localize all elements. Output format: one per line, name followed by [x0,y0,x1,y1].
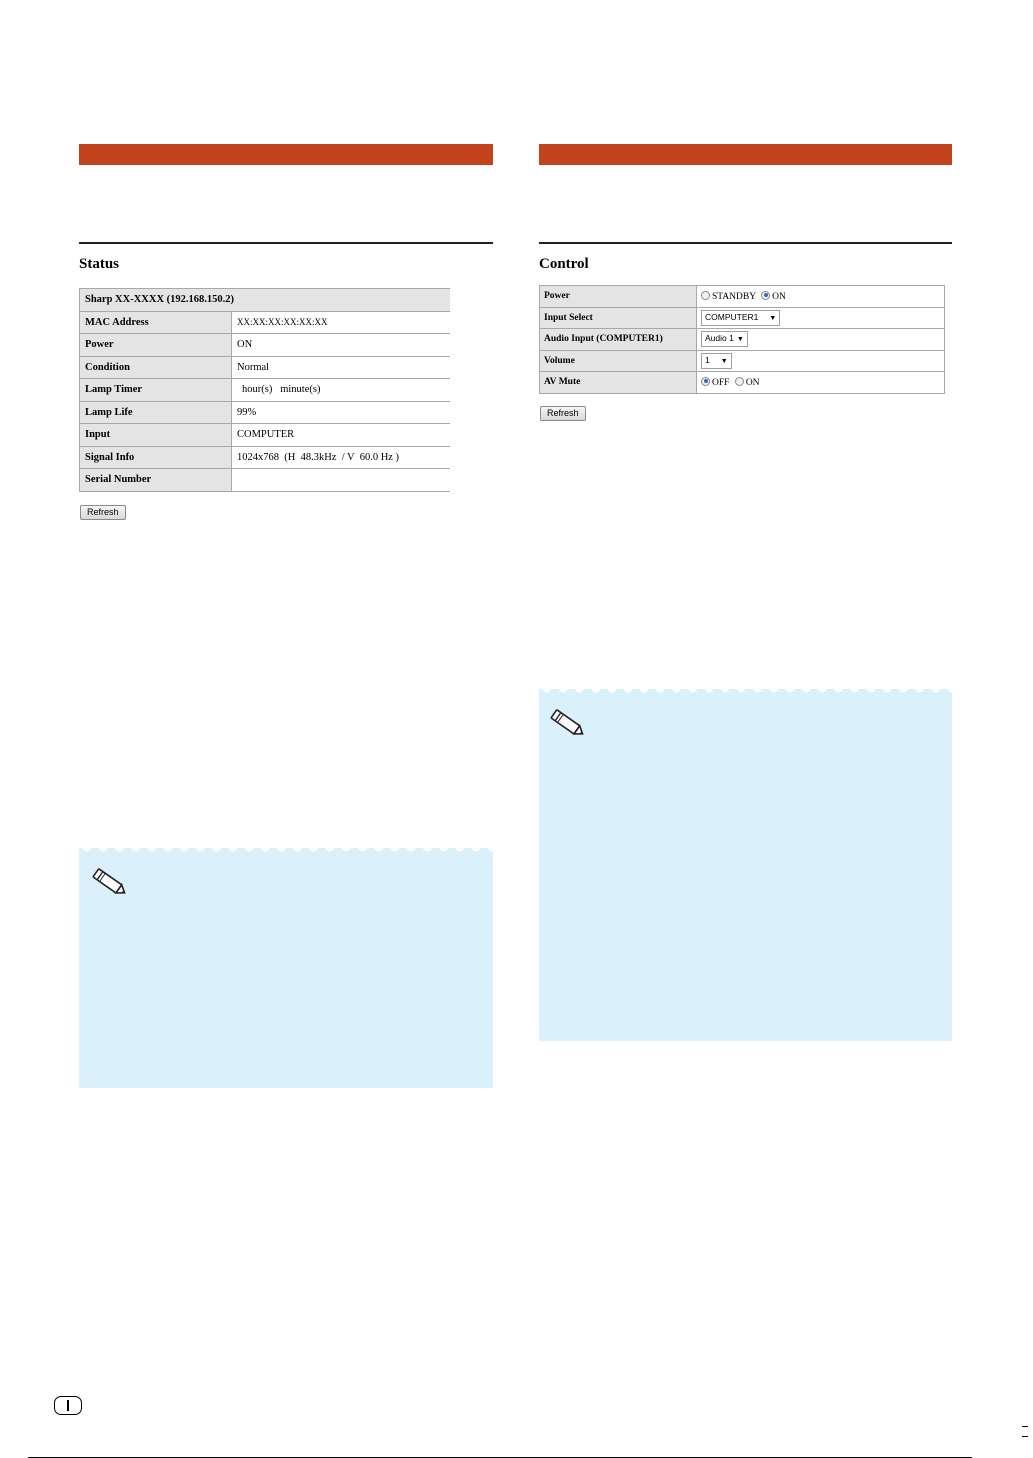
volume-dropdown[interactable] [701,353,732,369]
row-label: Input Select [540,307,697,329]
scallop-dot [721,684,730,693]
pencil-note-icon [89,866,129,898]
table-row [540,286,945,308]
scallop-dot [559,684,568,693]
control-refresh-button[interactable]: Refresh [540,406,586,421]
table-row [80,311,451,334]
row-label: Volume [540,350,697,372]
scallop-dot [818,684,827,693]
scallop-dot [358,843,367,852]
status-refresh-button[interactable]: Refresh [80,505,126,520]
scallop-dot [180,843,189,852]
scallop-dot [834,684,843,693]
control-table [539,285,945,394]
chevron-down-icon: ▼ [769,314,777,322]
row-label: Signal Info [80,446,232,469]
scallop-dot [899,684,908,693]
table-row [80,334,451,357]
scallop-dot [261,843,270,852]
scallop-dot [543,684,552,693]
scallop-dot [423,843,432,852]
table-row [540,307,945,329]
pencil-note-icon [547,707,587,739]
row-label: AV Mute [540,372,697,394]
scallop-dot [607,684,616,693]
scallop-dot [455,843,464,852]
scallop-dot [228,843,237,852]
scallop-dot [245,843,254,852]
footer-tick [1022,1426,1028,1427]
volume-cell [697,350,945,372]
scallop-dot [147,843,156,852]
scallop-dot [99,843,108,852]
row-label: Power [80,334,232,357]
row-label: Lamp Timer [80,379,232,402]
row-label: Input [80,424,232,447]
row-label: Lamp Life [80,401,232,424]
radio-label: STANDBY [712,291,756,302]
radio-label: ON [745,377,760,388]
table-row [80,424,451,447]
av-mute-options [697,372,945,394]
scallop-dot [277,843,286,852]
table-row [80,289,451,312]
scallop-dot [83,843,92,852]
scallop-dot [915,684,924,693]
scallop-dot [407,843,416,852]
row-value: Normal [232,356,451,379]
scallop-dot [342,843,351,852]
table-row [80,379,451,402]
scallop-dot [196,843,205,852]
row-value [232,469,451,492]
section-rule [79,242,493,244]
input-select-dropdown[interactable] [701,310,780,326]
scallop-dot [115,843,124,852]
row-value: 1024x768 (H 48.3kHz / V 60.0 Hz ) [232,446,451,469]
left-column [79,0,493,1458]
radio-label: OFF [712,377,730,388]
scallop-dot [326,843,335,852]
table-row [80,401,451,424]
scallop-dot [769,684,778,693]
chevron-down-icon: ▼ [720,357,728,365]
av-mute-on-radio[interactable] [735,377,744,386]
scallop-dot [737,684,746,693]
status-table-header: Sharp XX-XXXX (192.168.150.2) [80,289,451,312]
table-row [80,469,451,492]
select-value: Audio 1 [705,333,734,344]
scallop-dot [656,684,665,693]
row-value: ON [232,334,451,357]
page-marker-icon [54,1396,82,1415]
section-header-bar [79,144,493,165]
scallop-dot [931,684,940,693]
row-value: XX:XX:XX:XX:XX:XX [232,311,451,334]
section-header-bar [539,144,952,165]
status-title: Status [79,256,120,272]
scallop-dot [688,684,697,693]
power-standby-radio[interactable] [701,291,710,300]
note-scallop-edge [79,843,493,853]
audio-input-dropdown[interactable] [701,331,748,347]
scallop-dot [293,843,302,852]
scallop-dot [488,843,494,852]
status-table [79,288,450,492]
scallop-dot [309,843,318,852]
row-label: Condition [80,356,232,379]
scallop-dot [131,843,140,852]
table-row [540,329,945,351]
scallop-dot [640,684,649,693]
scallop-dot [705,684,714,693]
scallop-dot [867,684,876,693]
note-scallop-edge [539,684,952,694]
row-label: Serial Number [80,469,232,492]
audio-input-cell [697,329,945,351]
table-row [80,446,451,469]
select-value: 1 [705,354,710,365]
scallop-dot [672,684,681,693]
scallop-dot [575,684,584,693]
table-row [80,356,451,379]
chevron-down-icon: ▼ [736,336,744,344]
scallop-dot [374,843,383,852]
table-row [540,350,945,372]
control-title: Control [539,256,589,272]
section-rule [539,242,952,244]
row-label: Power [540,286,697,308]
power-options [697,286,945,308]
row-value: COMPUTER [232,424,451,447]
row-value: 99% [232,401,451,424]
scallop-dot [802,684,811,693]
note-panel [79,848,493,1088]
scallop-dot [883,684,892,693]
scallop-dot [753,684,762,693]
footer-tick [1022,1436,1028,1437]
radio-label: ON [772,291,786,302]
row-label: MAC Address [80,311,232,334]
row-value: hour(s) minute(s) [232,379,451,402]
select-value: COMPUTER1 [705,311,759,322]
scallop-dot [164,843,173,852]
scallop-dot [624,684,633,693]
scallop-dot [212,843,221,852]
scallop-dot [948,684,953,693]
scallop-dot [390,843,399,852]
scallop-dot [786,684,795,693]
power-on-radio[interactable] [761,291,770,300]
row-label: Audio Input (COMPUTER1) [540,329,697,351]
scallop-dot [591,684,600,693]
scallop-dot [439,843,448,852]
table-row [540,372,945,394]
scallop-dot [471,843,480,852]
av-mute-off-radio[interactable] [701,377,710,386]
note-panel [539,689,952,1041]
right-column [539,0,952,1458]
scallop-dot [850,684,859,693]
input-select-cell [697,307,945,329]
